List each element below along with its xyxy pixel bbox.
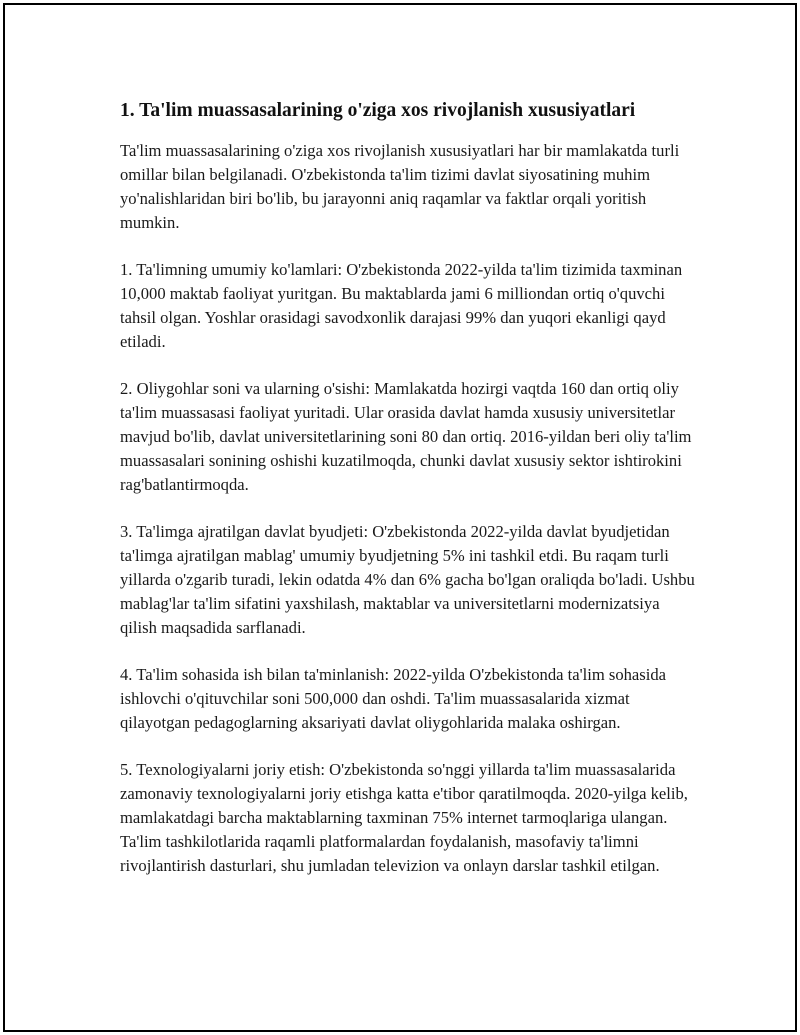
paragraph-education-scope: 1. Ta'limning umumiy ko'lamlari: O'zbekistonda 2022-yilda ta'lim tizimida taxminan 10,000 maktab faoliyat yuritgan. Bu maktablarda jami 6 milliondan ortiq o'quvchi tahsil olgan. Yoshlar orasidagi savodxonlik darajasi 99% dan yuqori ekanligi qayd etiladi. bbox=[120, 260, 683, 351]
intro-paragraph: Ta'lim muassasalarining o'ziga xos rivojlanish xususiyatlari har bir mamlakatda turli omillar bilan belgilanadi. O'zbekistonda ta'lim tizimi davlat siyosatining muhim yo'nalishlaridan biri bo'lib, bu jarayonni aniq raqamlar va faktlar orqali yoritish mumkin. bbox=[120, 141, 680, 232]
paragraph-education-budget: 3. Ta'limga ajratilgan davlat byudjeti: O'zbekistonda 2022-yilda davlat byudjetidan ta'limga ajratilgan mablag' umumiy byudjetning 5% ini tashkil etdi. Bu raqam turli yillarda o'zgarib turadi, lekin odatda 4% dan 6% gacha bo'lgan oraliqda bo'ladi. Ushbu mablag'lar ta'lim sifatini yaxshilash, maktablar va universitetlarni modernizatsiya qilish maqsadida sarflanadi. bbox=[120, 522, 695, 637]
document-title: 1. Ta'lim muassasalarining o'ziga xos rivojlanish xususiyatlari bbox=[120, 100, 636, 121]
page-border bbox=[3, 3, 797, 1032]
paragraph-technology: 5. Texnologiyalarni joriy etish: O'zbekistonda so'nggi yillarda ta'lim muassasalarida zamonaviy texnologiyalarni joriy etishga katta e'tibor qaratilmoqda. 2020-yilga kelib, mamlakatdagi barcha maktablarning taxminan 75% internet tarmoqlariga ulangan. Ta'lim tashkilotlarida raqamli platformalardan foydalanish, masofaviy ta'limni rivojlantirish dasturlari, shu jumladan televizion va onlayn darslar tashkil etilgan. bbox=[120, 760, 688, 875]
paragraph-employment: 4. Ta'lim sohasida ish bilan ta'minlanish: 2022-yilda O'zbekistonda ta'lim sohasida ishlovchi o'qituvchilar soni 500,000 dan oshdi. Ta'lim muassasalarida xizmat qilayotgan pedagoglarning aksariyati davlat oliygohlarida malaka oshirgan. bbox=[120, 665, 667, 732]
document-body bbox=[120, 98, 700, 901]
paragraph-universities-growth: 2. Oliygohlar soni va ularning o'sishi: Mamlakatda hozirgi vaqtda 160 dan ortiq oliy ta'lim muassasasi faoliyat yuritadi. Ular orasida davlat hamda xususiy universitetlar mavjud bo'lib, davlat universitetlarining soni 80 dan ortiq. 2016-yildan beri oliy ta'lim muassasalari sonining oshishi kuzatilmoqda, chunki davlat xususiy sektor ishtirokini rag'batlantirmoqda. bbox=[120, 379, 692, 494]
